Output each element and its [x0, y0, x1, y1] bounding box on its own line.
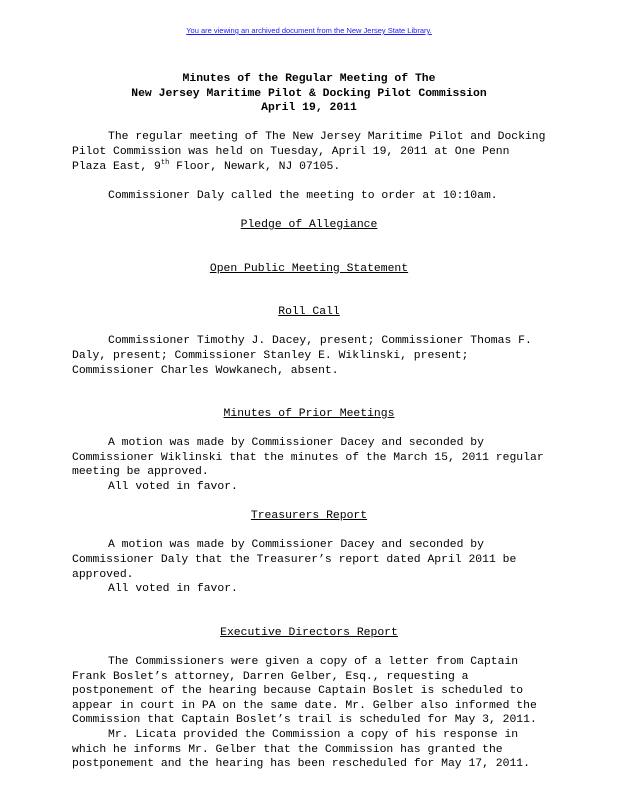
minutes-text: A motion was made by Commissioner Dacey and seconded by Commissioner Wiklinski that the minutes of the March 15, 2011 regular meeting be approved.: [72, 437, 544, 479]
document-title: [72, 72, 546, 116]
treasurers-vote: All voted in favor.: [108, 583, 238, 596]
heading-minutes: Minutes of Prior Meetings: [223, 408, 395, 421]
heading-pledge: Pledge of Allegiance: [240, 218, 378, 231]
minutes-vote: All voted in favor.: [108, 481, 238, 494]
title-line-1: Minutes of the Regular Meeting of The: [182, 73, 436, 85]
executive-paragraph-1: The Commissioners were given a copy of a letter from Captain Frank Boslet’s attorney, Darren Gelber, Esq., requesting a postponement of the hearing because Captain Boslet is scheduled to appear in court in PA on the same date. Mr. Gelber also informed the Commission that Captain Boslet’s trail is scheduled for May 3, 2011.: [72, 656, 537, 727]
document-page: [72, 72, 546, 772]
executive-paragraph-2: Mr. Licata provided the Commission a copy of his response in which he informs Mr. Gelber that the Commission has granted the postponement and the hearing has been rescheduled for May 17, 2011.: [72, 728, 530, 771]
heading-treasurers-report: Treasurers Report: [250, 510, 368, 523]
heading-executive-directors-report: Executive Directors Report: [220, 626, 398, 639]
call-to-order: Commissioner Daly called the meeting to order at 10:10am.: [108, 189, 498, 202]
title-line-2: New Jersey Maritime Pilot & Docking Pilot Commission: [131, 87, 487, 100]
title-line-3: April 19, 2011: [261, 102, 357, 115]
ordinal-suffix: th: [160, 158, 170, 167]
roll-call-text: Commissioner Timothy J. Dacey, present; Commissioner Thomas F. Daly, present; Commissioner Stanley E. Wiklinski, present; Commissioner Charles Wowkanech, absent.: [72, 335, 532, 377]
treasurers-text: A motion was made by Commissioner Dacey and seconded by Commissioner Daly that the Treasurer’s report dated April 2011 be approved.: [72, 539, 517, 581]
archive-banner-link[interactable]: You are viewing an archived document from the New Jersey State Library.: [186, 26, 432, 35]
heading-roll-call: Roll Call: [278, 306, 340, 319]
heading-open-public-meeting: Open Public Meeting Statement: [209, 262, 409, 275]
intro-paragraph: The regular meeting of The New Jersey Maritime Pilot and Docking Pilot Commission was held on Tuesday, April 19, 2011 at One Penn Plaza East, 9th Floor, Newark, NJ 07105.: [72, 131, 546, 173]
